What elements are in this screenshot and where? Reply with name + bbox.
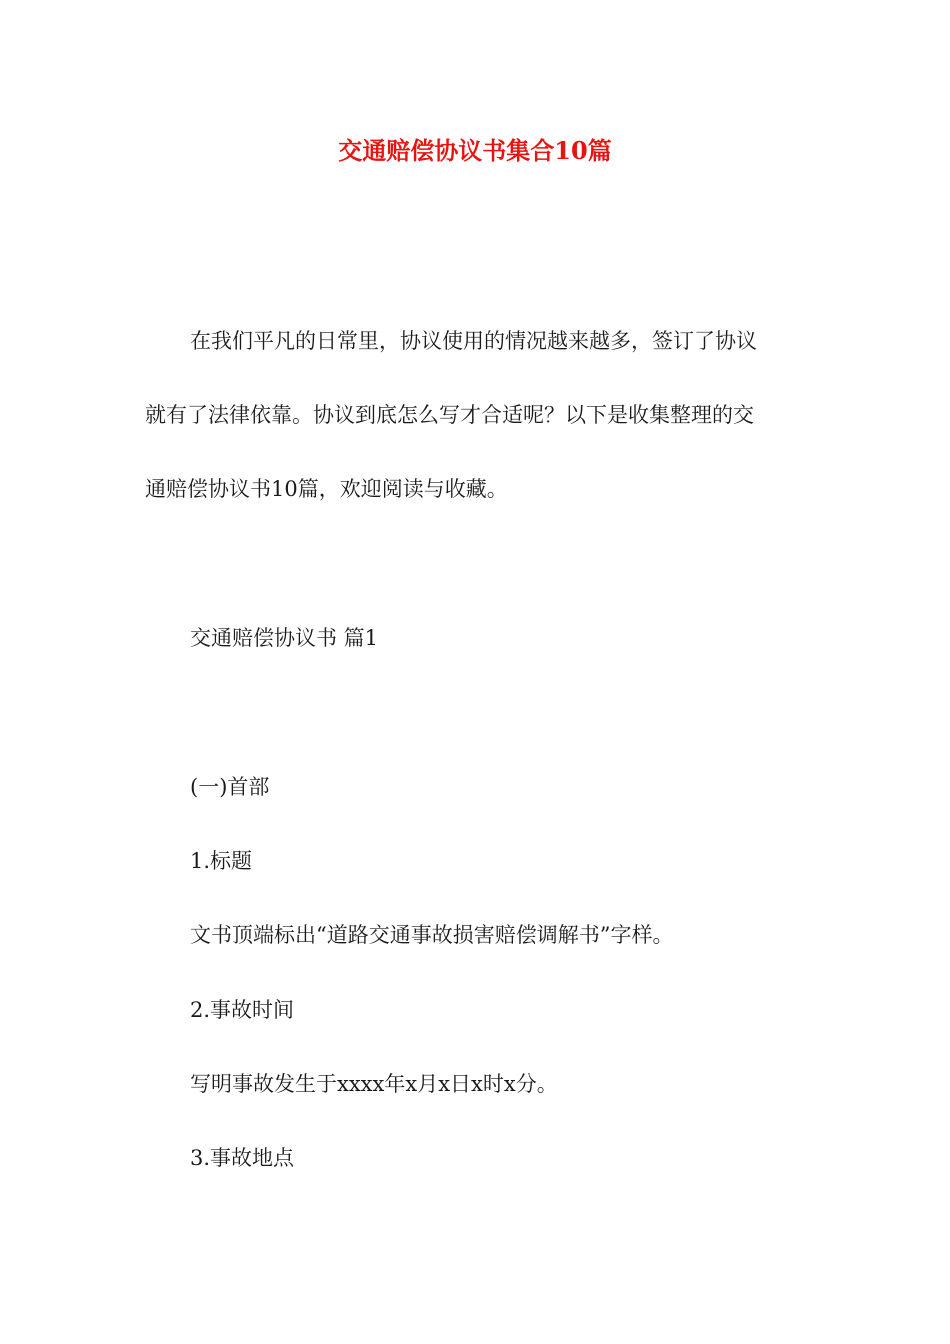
intro-line-3: 通赔偿协议书10篇，欢迎阅读与收藏。 xyxy=(145,477,508,501)
body-line-header: (一)首部 xyxy=(190,775,270,799)
body-line-time-desc: 写明事故发生于xxxx年x月x日x时x分。 xyxy=(190,1072,558,1096)
body-line-title-item: 1.标题 xyxy=(190,849,253,873)
section-heading: 交通赔偿协议书 篇1 xyxy=(190,626,379,650)
body-line-location-item: 3.事故地点 xyxy=(190,1146,295,1170)
body-line-title-desc: 文书顶端标出“道路交通事故损害赔偿调解书”字样。 xyxy=(190,923,674,947)
document-title: 交通赔偿协议书集合10篇 xyxy=(338,136,612,165)
body-line-time-item: 2.事故时间 xyxy=(190,998,295,1022)
intro-line-1: 在我们平凡的日常里，协议使用的情况越来越多，签订了协议 xyxy=(190,329,757,353)
intro-line-2: 就有了法律依靠。协议到底怎么写才合适呢？以下是收集整理的交 xyxy=(145,403,754,427)
